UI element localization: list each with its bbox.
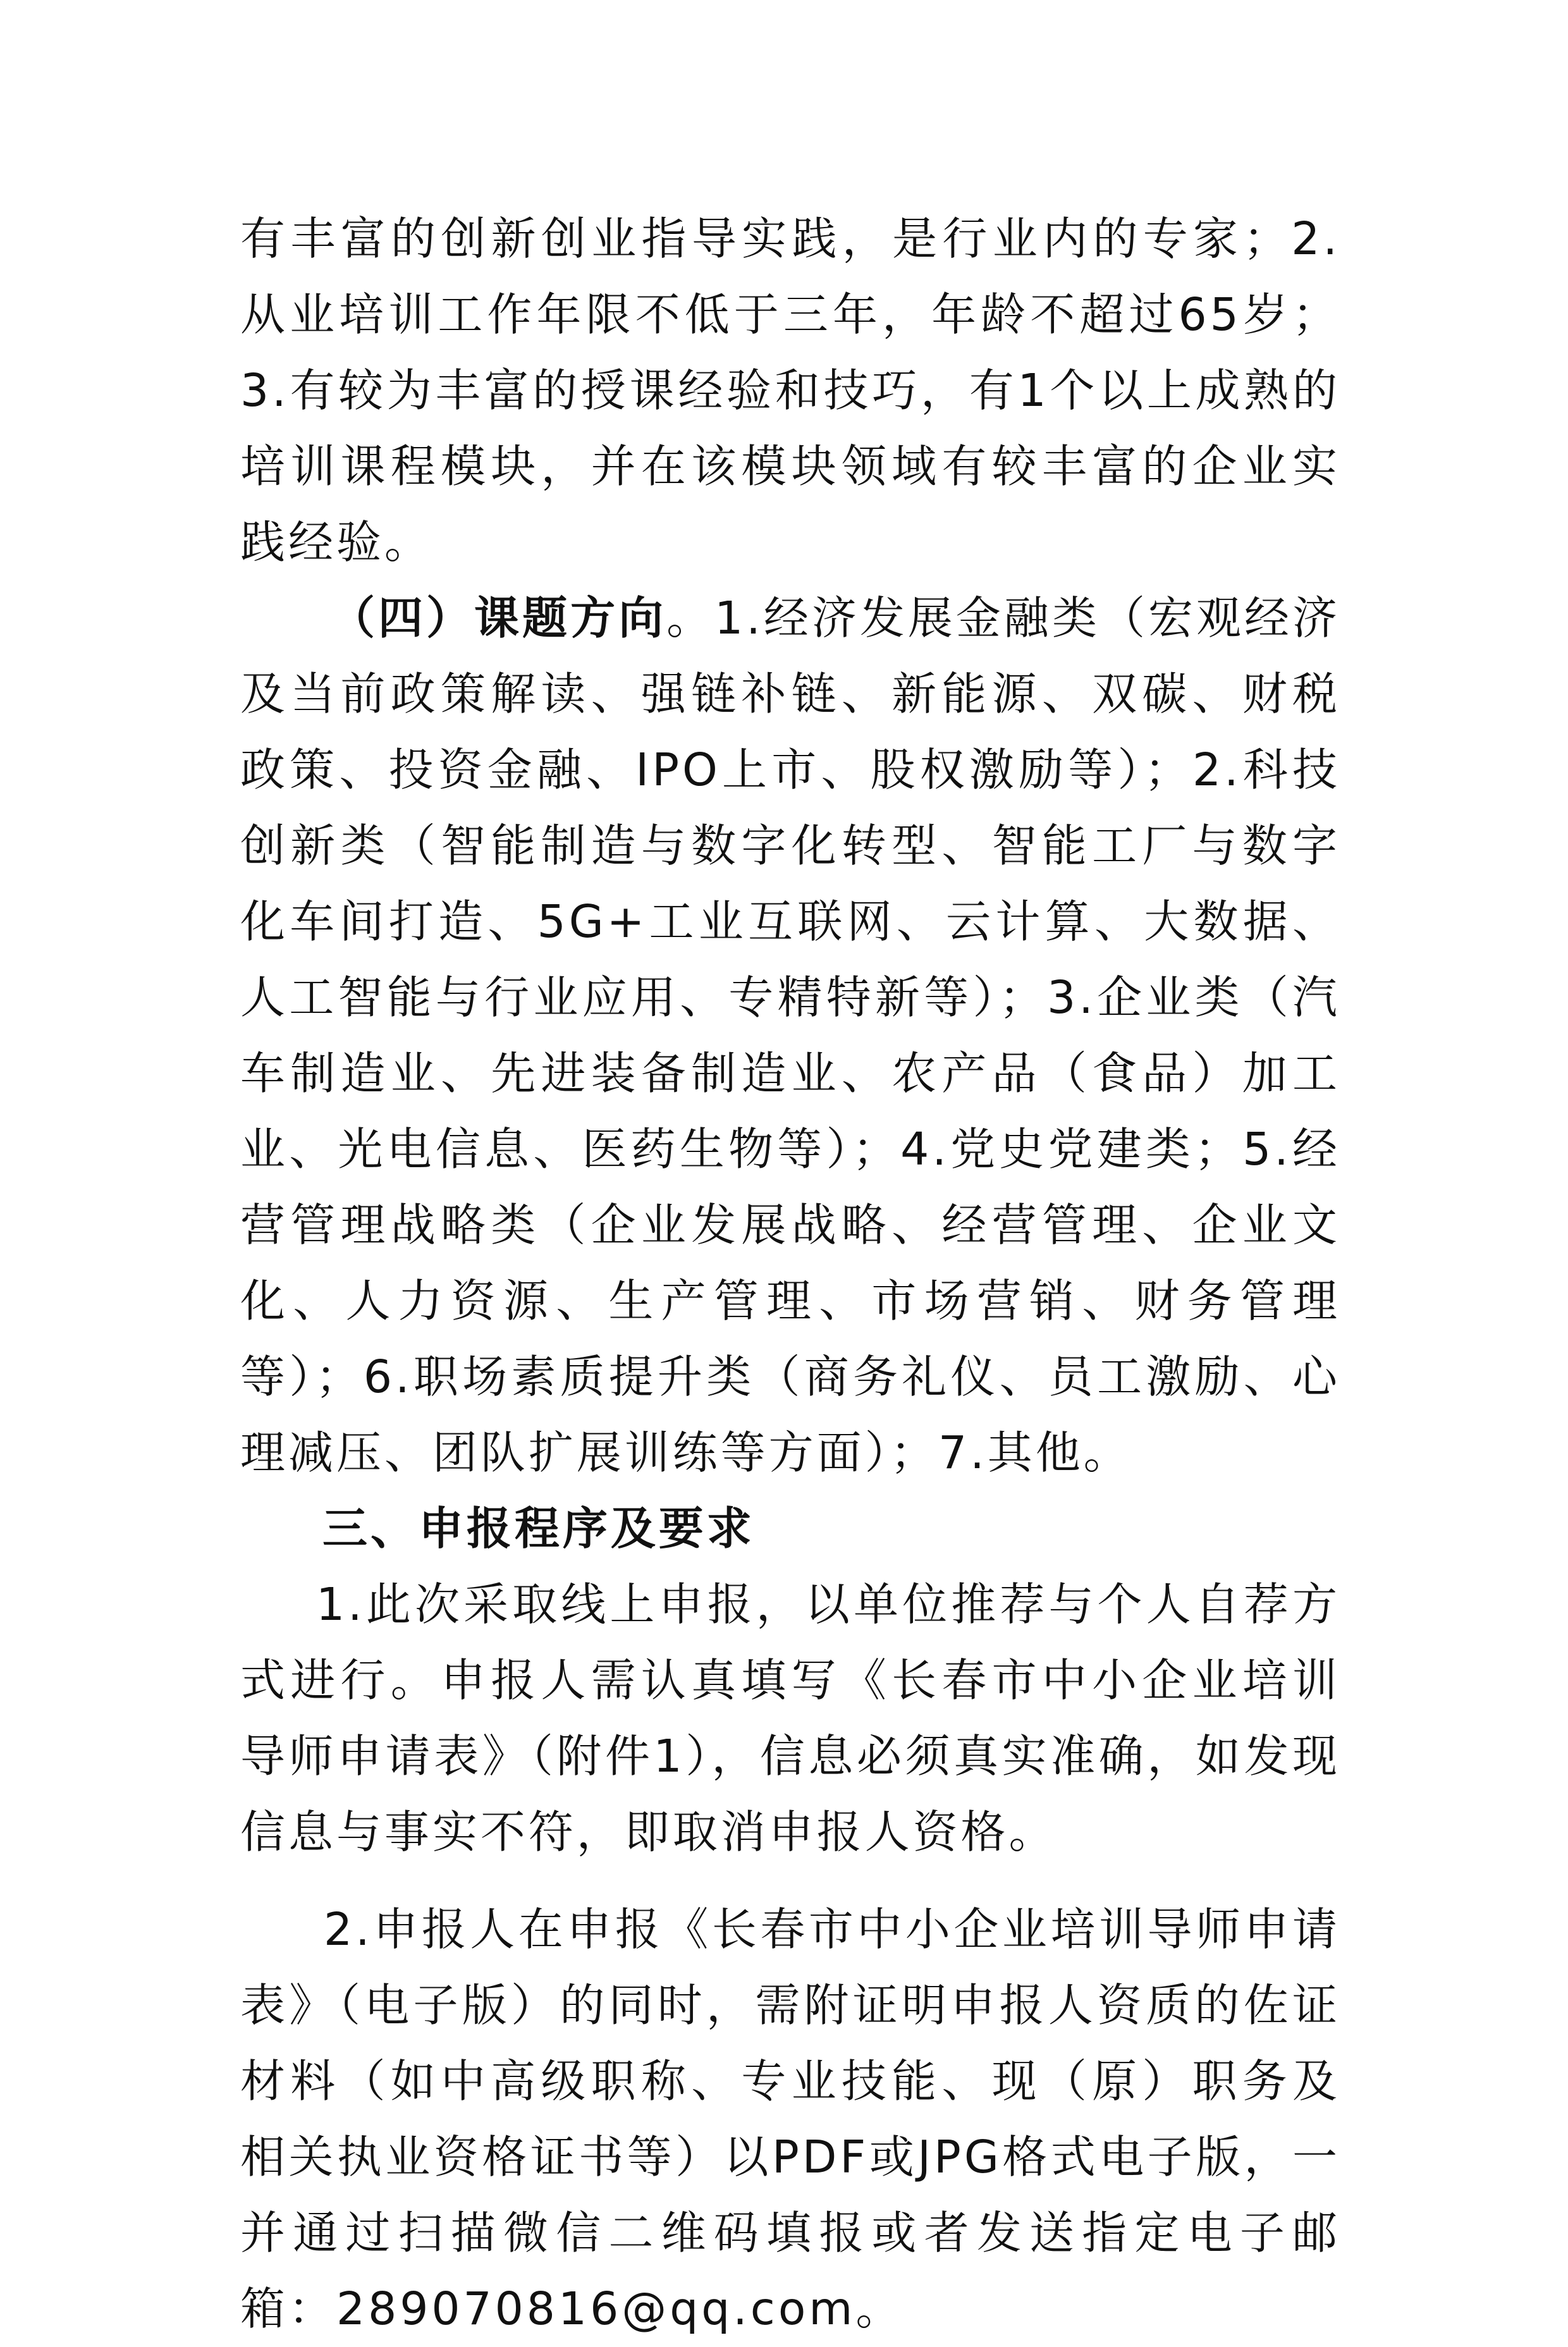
- topic-directions-text: 。1.经济发展金融类（宏观经济及当前政策解读、强链补链、新能源、双碳、财税政策、投资金融、IPO上市、股权激励等）；2.科技创新类（智能制造与数字化转型、智能工厂与数字化车间打造、5G+工业互联网、云计算、大数据、人工智能与行业应用、专精特新等）；3.企业类（汽车制造业、先进装备制造业、农产品（食品）加工业、光电信息、医药生物等）；4.党史党建类；5.经营管理战略类（企业发展战略、经营管理、企业文化、人力资源、生产管理、市场营销、财务管理等）；6.职场素质提升类（商务礼仪、员工激励、心理减压、团队扩展训练等方面）；7.其他。: [240, 592, 1340, 1479]
- paragraph-qualifications: 有丰富的创新创业指导实践，是行业内的专家；2.从业培训工作年限不低于三年，年龄不超过65岁；3.有较为丰富的授课经验和技巧，有1个以上成熟的培训课程模块，并在该模块领域有较丰富的企业实践经验。: [240, 212, 1340, 568]
- document-body: [240, 201, 1340, 2347]
- topic-directions-label: （四）课题方向: [330, 592, 667, 644]
- paragraph-procedure-1: 1.此次采取线上申报，以单位推荐与个人自荐方式进行。申报人需认真填写《长春市中小企业培训导师申请表》（附件1），信息必须真实准确，如发现信息与事实不符，即取消申报人资格。: [240, 1578, 1340, 1858]
- paragraph-procedure-2: 2.申报人在申报《长春市中小企业培训导师申请表》（电子版）的同时，需附证明申报人资质的佐证材料（如中高级职称、专业技能、现（原）职务及相关执业资格证书等）以PDF或JPG格式电子版，一并通过扫描微信二维码填报或者发送指定电子邮箱：289070816@qq.com。: [240, 1903, 1340, 2335]
- section-heading-application-procedure: 三、申报程序及要求: [322, 1502, 755, 1555]
- paragraph-topic-directions: [240, 580, 1340, 1491]
